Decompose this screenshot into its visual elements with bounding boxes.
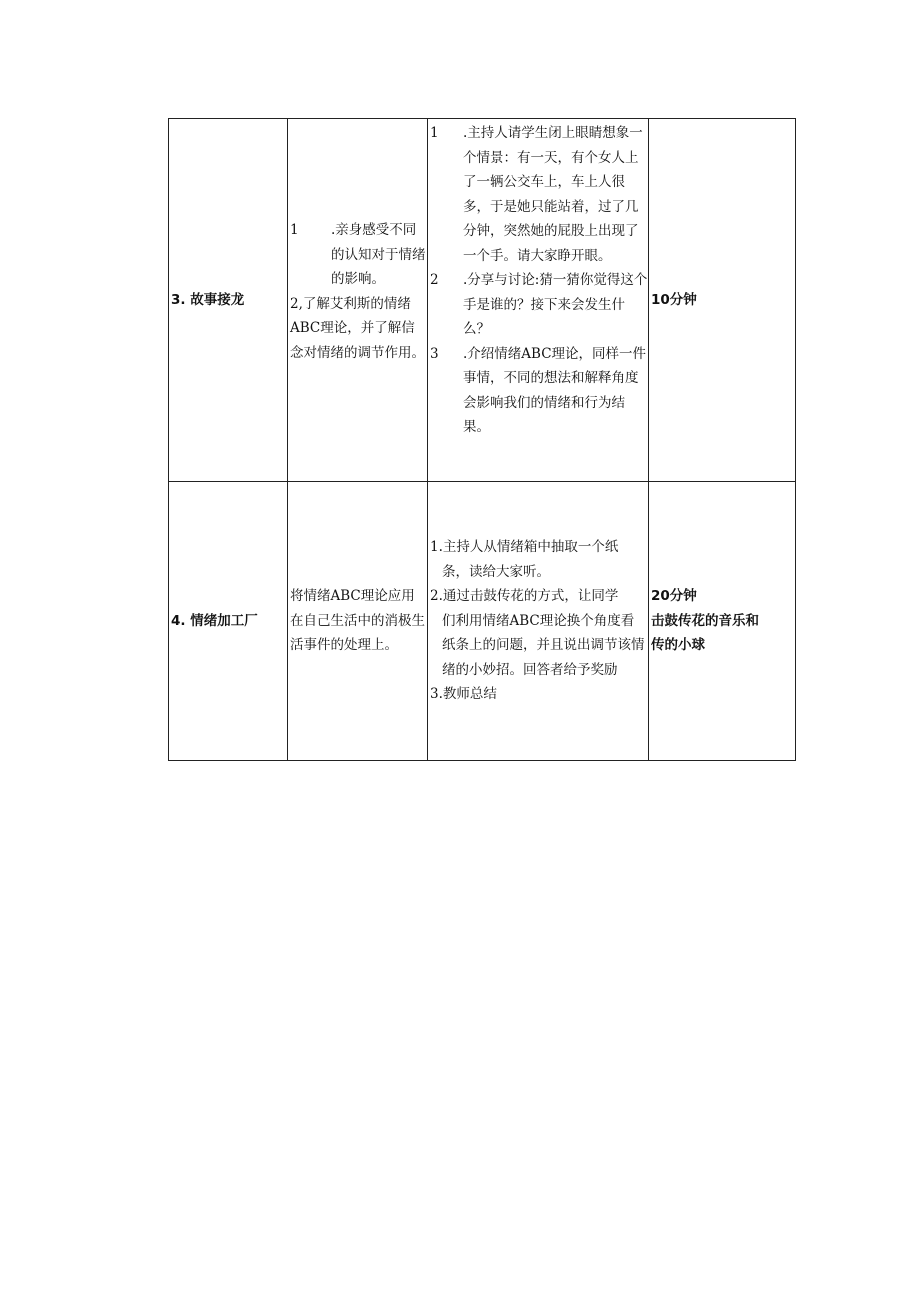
process-text: .分享与讨论:猜一猜你觉得这个手是谁的？接下来会发生什么？ [463, 272, 648, 337]
process-number: 2 [430, 272, 439, 288]
time-cell [649, 482, 796, 761]
activity-title: 4. 情绪加工厂 [171, 612, 258, 629]
table-row [169, 482, 796, 761]
goal-number: 1 [290, 222, 299, 238]
goal-text: 2,了解艾利斯的情绪ABC理论，并了解信念对情绪的调节作用。 [290, 295, 425, 361]
goal-text: .亲身感受不同的认知对于情绪的影响。 [331, 222, 426, 287]
process-item [428, 121, 648, 268]
activity-title: 3. 故事接龙 [171, 291, 245, 308]
process-cell [428, 119, 649, 482]
process-text-continued: 们利用情绪ABC理论换个角度看纸条上的问题，并且说出调节该情绪的小妙招。回答者给予奖励 [442, 612, 645, 678]
goal-item [288, 218, 427, 292]
activity-cell [169, 119, 288, 482]
process-item [430, 584, 646, 682]
process-text-continued: 条，读给大家听。 [442, 563, 550, 580]
process-text: .介绍情绪ABC理论，同样一件事情，不同的想法和解释角度会影响我们的情绪和行为结果。 [463, 345, 647, 435]
process-number: 1 [430, 125, 439, 141]
process-item [430, 535, 646, 584]
process-text: 3.教师总结 [430, 686, 497, 703]
duration: 10分钟 [651, 291, 697, 308]
process-item [430, 682, 646, 707]
lesson-plan-table [168, 118, 796, 761]
process-item [428, 342, 648, 440]
goal-text: 将情绪ABC理论应用在自己生活中的消极生活事件的处理上。 [290, 588, 425, 654]
process-text: .主持人请学生闭上眼睛想象一个情景：有一天，有个女人上了一辆公交车上，车上人很多，于是她只能站着，过了几分钟，突然她的屁股上出现了一个手。请大家睁开眼。 [463, 125, 643, 264]
duration: 20分钟 [651, 588, 697, 605]
materials: 击鼓传花的音乐和传的小球 [651, 612, 759, 654]
goal-item [288, 292, 427, 366]
table-row [169, 119, 796, 482]
process-number: 3 [430, 345, 439, 362]
activity-cell [169, 482, 288, 761]
process-cell [428, 482, 649, 761]
time-cell [649, 119, 796, 482]
process-text: 1.主持人从情绪箱中抽取一个纸 [430, 539, 619, 556]
process-item [428, 268, 648, 342]
goals-cell [288, 482, 428, 761]
goals-cell [288, 119, 428, 482]
process-text: 2.通过击鼓传花的方式，让同学 [430, 588, 619, 605]
